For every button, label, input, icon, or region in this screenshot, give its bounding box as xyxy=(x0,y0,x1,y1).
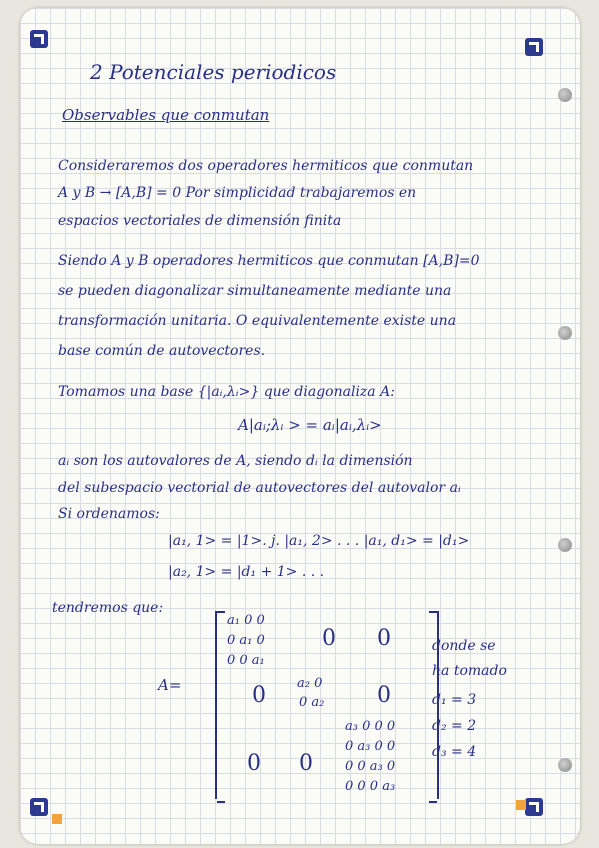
side-note-line: ha tomado xyxy=(432,663,507,679)
page-title: 2 Potenciales periodicos xyxy=(90,60,337,84)
corner-logo-icon xyxy=(525,38,543,56)
corner-accent-icon xyxy=(52,814,62,824)
binder-hole-icon xyxy=(558,538,572,552)
equation-line: |a₂, 1> = |d₁ + 1> . . . xyxy=(168,564,325,580)
notebook-page xyxy=(20,8,580,844)
matrix-row: a₃ 0 0 0 xyxy=(345,719,396,734)
matrix-zero-block: 0 xyxy=(247,751,261,776)
paragraph-line: A y B → [A,B] = 0 Por simplicidad trabajaremos en xyxy=(58,185,417,201)
paragraph-line: Si ordenamos: xyxy=(58,506,160,522)
diagonal-matrix xyxy=(215,611,439,799)
matrix-zero-block: 0 xyxy=(299,751,313,776)
matrix-row: a₂ 0 xyxy=(297,676,323,691)
matrix-label: A= xyxy=(158,676,182,694)
binder-hole-icon xyxy=(558,88,572,102)
matrix-zero-block: 0 xyxy=(377,683,391,708)
matrix-zero-block: 0 xyxy=(322,626,336,651)
side-note-line: d₃ = 4 xyxy=(432,744,477,760)
corner-logo-icon xyxy=(30,30,48,48)
matrix-row: 0 0 a₁ xyxy=(227,653,265,668)
binder-hole-icon xyxy=(558,758,572,772)
paragraph-line: espacios vectoriales de dimensión finita xyxy=(58,213,342,229)
corner-logo-icon xyxy=(525,798,543,816)
section-subtitle: Observables que conmutan xyxy=(62,106,270,124)
corner-accent-icon xyxy=(516,800,526,810)
binder-hole-icon xyxy=(558,326,572,340)
paragraph-line: Siendo A y B operadores hermiticos que conmutan [A,B]=0 xyxy=(58,253,480,269)
matrix-zero-block: 0 xyxy=(377,626,391,651)
side-note-line: donde se xyxy=(432,638,496,654)
paragraph-line: se pueden diagonalizar simultaneamente mediante una xyxy=(58,283,452,299)
equation-line: |a₁, 1> = |1>. j. |a₁, 2> . . . |a₁, d₁> = |d₁> xyxy=(168,533,470,549)
paragraph-line: Tomamos una base {|aᵢ,λᵢ>} que diagonaliza A: xyxy=(58,384,395,400)
side-note-line: d₂ = 2 xyxy=(432,718,477,734)
paragraph-line: aᵢ son los autovalores de A, siendo dᵢ la dimensión xyxy=(58,453,413,469)
side-note-line: d₁ = 3 xyxy=(432,692,477,708)
matrix-row: 0 a₂ xyxy=(299,695,325,710)
paragraph-line: transformación unitaria. O equivalentemente existe una xyxy=(58,313,457,329)
paragraph-line: del subespacio vectorial de autovectores del autovalor aᵢ xyxy=(58,480,461,496)
matrix-zero-block: 0 xyxy=(252,683,266,708)
matrix-row: a₁ 0 0 xyxy=(227,613,265,628)
paragraph-line: Consideraremos dos operadores hermiticos que conmutan xyxy=(58,158,474,174)
corner-logo-icon xyxy=(30,798,48,816)
equation-line: A|aᵢ;λᵢ > = aᵢ|aᵢ,λᵢ> xyxy=(238,416,382,434)
matrix-row: 0 a₃ 0 0 xyxy=(345,739,396,754)
matrix-row: 0 0 0 a₃ xyxy=(345,779,396,794)
paragraph-line: base común de autovectores. xyxy=(58,343,266,359)
paragraph-line: tendremos que: xyxy=(52,600,164,616)
matrix-row: 0 a₁ 0 xyxy=(227,633,265,648)
matrix-row: 0 0 a₃ 0 xyxy=(345,759,396,774)
